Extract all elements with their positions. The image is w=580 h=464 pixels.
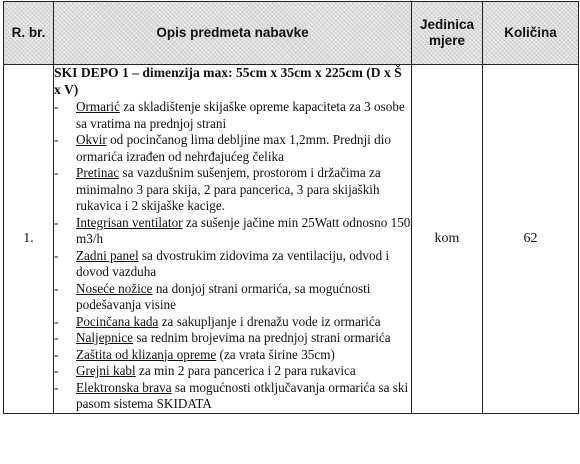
header-opis: Opis predmeta nabavke bbox=[54, 2, 412, 65]
spec-item bbox=[54, 165, 411, 215]
spec-term: Zaštita od klizanja opreme bbox=[76, 346, 217, 362]
bullet-dash: - bbox=[54, 247, 59, 263]
spec-term: Naljepnice bbox=[76, 330, 134, 345]
spec-item bbox=[54, 380, 411, 413]
spec-text: sa mogućnosti otključavanja ormarića sa ski pasom sistema SKIDATA bbox=[76, 379, 409, 411]
unit-cell: kom bbox=[412, 65, 483, 414]
item-title: SKI DEPO 1 – dimenzija max: 55cm x 35cm x 225cm (D x Š x V) bbox=[54, 65, 402, 97]
bullet-dash: - bbox=[54, 99, 59, 114]
spec-term: Noseće nožice bbox=[76, 280, 153, 296]
quantity-cell: 62 bbox=[483, 65, 579, 414]
spec-term: Grejni kabl bbox=[76, 363, 136, 378]
spec-item bbox=[54, 248, 411, 281]
spec-text: za skladištenje skijaške opreme kapaciteta za 3 osobe sa vratima na prednjoj strani bbox=[76, 99, 405, 131]
header-kolicina: Količina bbox=[483, 2, 579, 65]
bullet-dash: - bbox=[54, 214, 59, 230]
bullet-dash: - bbox=[54, 330, 59, 345]
spec-term: Integrisan ventilator bbox=[76, 214, 183, 230]
spec-item bbox=[54, 347, 411, 364]
spec-term: Ormarić bbox=[76, 99, 120, 114]
spec-item bbox=[54, 215, 411, 248]
item-description bbox=[54, 65, 412, 414]
bullet-dash: - bbox=[54, 363, 59, 378]
spec-text: sa dvostrukim zidovima za ventilaciju, odvod i dovod vazduha bbox=[76, 247, 390, 279]
spec-list bbox=[54, 99, 411, 413]
row-number: 1. bbox=[4, 65, 54, 414]
spec-text: sa rednim brojevima na prednjoj strani ormarića bbox=[133, 330, 391, 345]
header-rbr: R. br. bbox=[4, 2, 54, 65]
spec-item bbox=[54, 99, 411, 132]
bullet-dash: - bbox=[54, 165, 59, 180]
bullet-dash: - bbox=[54, 132, 59, 147]
spec-text: za min 2 para pancerica i 2 para rukavica bbox=[135, 363, 356, 378]
spec-item bbox=[54, 363, 411, 380]
spec-term: Elektronska brava bbox=[76, 379, 172, 395]
header-jedinica: Jedinica mjere bbox=[412, 2, 483, 65]
bullet-dash: - bbox=[54, 346, 59, 362]
spec-item bbox=[54, 314, 411, 331]
bullet-dash: - bbox=[54, 313, 59, 329]
spec-text: od pocinčanog lima debljine max 1,2mm. Prednji dio ormarića izrađen od nehrđajućeg čelika bbox=[76, 132, 391, 164]
header-row bbox=[4, 2, 579, 65]
spec-item bbox=[54, 281, 411, 314]
specification-table bbox=[3, 1, 579, 414]
spec-text: (za vrata širine 35cm) bbox=[216, 346, 335, 362]
spec-item bbox=[54, 330, 411, 347]
spec-text: za sakupljanje i drenažu vode iz ormarića bbox=[158, 313, 381, 329]
spec-item bbox=[54, 132, 411, 165]
bullet-dash: - bbox=[54, 379, 59, 395]
spec-term: Okvir bbox=[76, 132, 107, 147]
spec-text: na donjoj strani ormarića, sa mogućnosti podešavanja visine bbox=[76, 280, 371, 312]
spec-term: Pretinac bbox=[76, 165, 120, 180]
spec-term: Zadni panel bbox=[76, 247, 139, 263]
spec-term: Pocinčana kada bbox=[76, 313, 159, 329]
bullet-dash: - bbox=[54, 280, 59, 296]
spec-text: za sušenje jačine min 25Watt odnosno 150 m3/h bbox=[76, 214, 411, 246]
spec-text: sa vazdušnim sušenjem, prostorom i držačima za minimalno 3 para skija, 2 para pancerica, 3 para skijaških rukavica i 2 skijaške kacige. bbox=[76, 165, 381, 213]
item-row bbox=[4, 65, 579, 414]
